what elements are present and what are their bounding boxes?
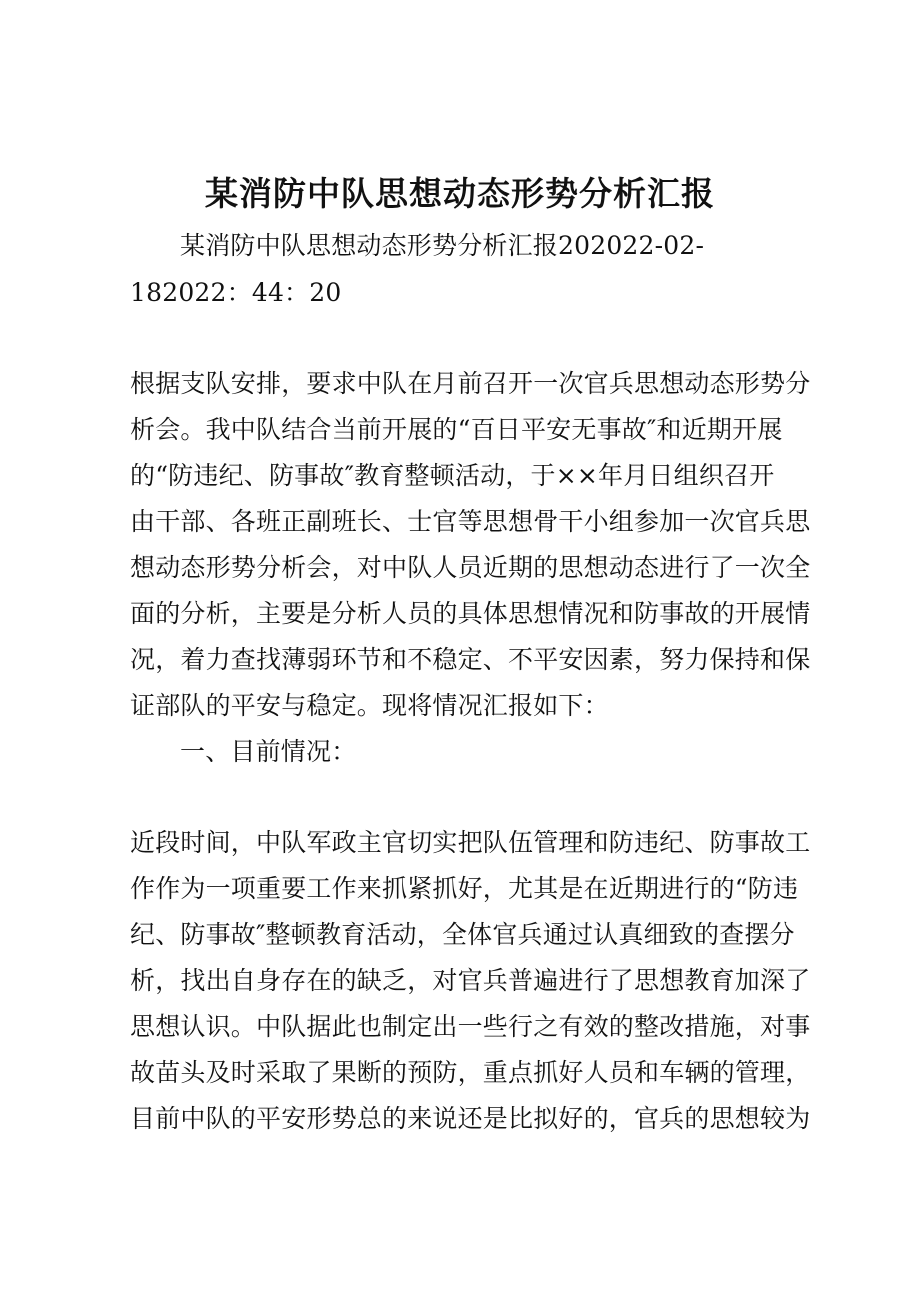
paragraph-line: 的“防违纪、防事故″教育整顿活动，于××年月日组织召开 (130, 461, 775, 490)
paragraph-line: 想动态形势分析会，对中队人员近期的思想动态进行了一次全 (130, 553, 811, 582)
paragraph-line: 近段时间，中队军政主官切实把队伍管理和防违纪、防事故工 (130, 828, 811, 857)
paragraph-line: 故苗头及时采取了果断的预防，重点抓好人员和车辆的管理， (130, 1058, 811, 1087)
paragraph-line: 纪、防事故″整顿教育活动，全体官兵通过认真细致的查摆分 (130, 920, 795, 949)
paragraph-line: 目前中队的平安形势总的来说还是比拟好的，官兵的思想较为 (130, 1104, 811, 1133)
paragraph-line: 析，找出自身存在的缺乏，对官兵普遍进行了思想教育加深了 (130, 966, 811, 995)
paragraph-line: 作作为一项重要工作来抓紧抓好，尤其是在近期进行的“防违 (130, 874, 799, 903)
document-title: 某消防中队思想动态形势分析汇报 (205, 174, 715, 213)
paragraph-line: 思想认识。中队据此也制定出一些行之有效的整改措施，对事 (130, 1012, 811, 1041)
paragraph-line: 根据支队安排，要求中队在月前召开一次官兵思想动态形势分 (130, 369, 811, 398)
paragraph-line: 析会。我中队结合当前开展的“百日平安无事故″和近期开展 (130, 415, 783, 444)
paragraph-line: 证部队的平安与稳定。现将情况汇报如下： (130, 691, 609, 720)
paragraph-line: 况，着力查找薄弱环节和不稳定、不平安因素，努力保持和保 (130, 645, 811, 674)
paragraph-line: 面的分析，主要是分析人员的具体思想情况和防事故的开展情 (130, 599, 811, 628)
subtitle-line: 某消防中队思想动态形势分析汇报202022-02- (180, 231, 705, 260)
section-heading: 一、目前情况： (180, 737, 357, 766)
paragraph-line: 由干部、各班正副班长、士官等思想骨干小组参加一次官兵思 (130, 507, 811, 536)
subtitle-line: 182022：44：20 (130, 278, 342, 307)
